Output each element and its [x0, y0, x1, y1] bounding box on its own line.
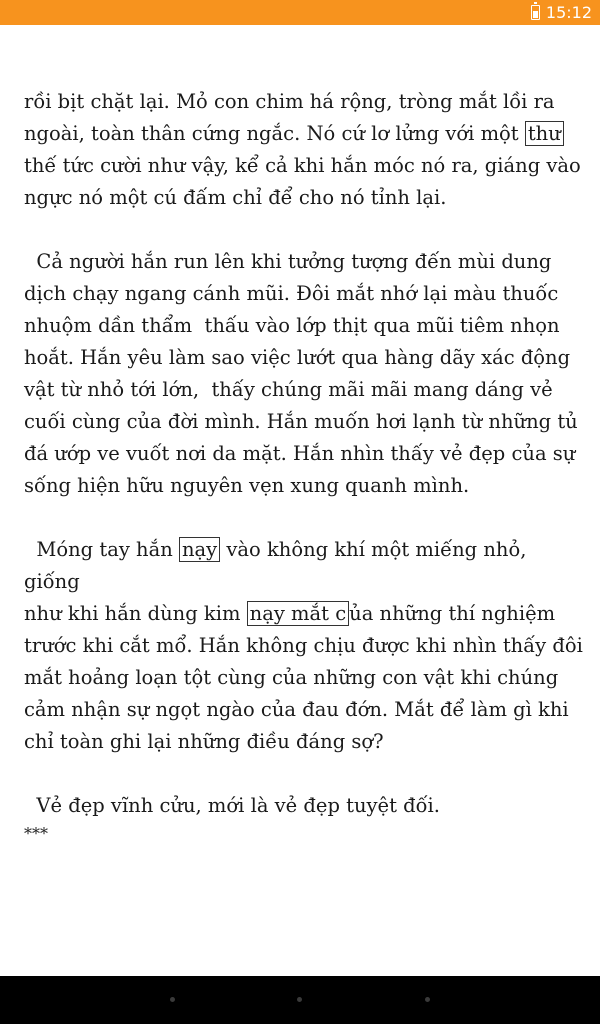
status-indicators	[531, 0, 592, 25]
back-icon[interactable]	[170, 997, 175, 1002]
paragraph	[24, 534, 584, 758]
status-bar	[0, 0, 600, 25]
text-line: Vẻ đẹp vĩnh cửu, mới là vẻ đẹp tuyệt đối.	[24, 794, 440, 817]
reader-content[interactable]	[24, 86, 584, 822]
text-line: Móng tay hắn nạy vào không khí một miếng nhỏ, giống	[24, 538, 533, 593]
text-line: trước khi cắt mổ. Hắn không chịu được khi nhìn thấy đôi	[24, 634, 583, 657]
text-line: cảm nhận sự ngọt ngào của đau đớn. Mắt để làm gì khi	[24, 698, 569, 721]
text-line: như khi hắn dùng kim nạy mắt c ủa những thí nghiệm	[24, 602, 556, 625]
paragraph-gap	[24, 502, 584, 534]
text-line: dịch chạy ngang cánh mũi. Đôi mắt nhớ lại màu thuốc	[24, 282, 559, 305]
text-line: vật từ nhỏ tới lớn, thấy chúng mãi mãi mang dáng vẻ	[24, 378, 553, 401]
status-clock: 15:12	[545, 2, 592, 22]
text-line: ngoài, toàn thân cứng ngắc. Nó cứ lơ lửng với một thư	[24, 118, 584, 150]
paragraph	[24, 790, 584, 822]
text-line: sống hiện hữu nguyên vẹn xung quanh mình.	[24, 474, 470, 497]
text-line: chỉ toàn ghi lại những điều đáng sợ?	[24, 730, 384, 753]
section-separator: ***	[24, 824, 48, 843]
paragraph-gap	[24, 758, 584, 790]
text-line: thế tức cười như vậy, kể cả khi hắn móc nó ra, giáng vào	[24, 154, 581, 177]
navigation-bar	[0, 976, 600, 1024]
paragraph	[24, 86, 584, 214]
recents-icon[interactable]	[425, 997, 430, 1002]
text-line: mắt hoảng loạn tột cùng của những con vật khi chúng	[24, 666, 559, 689]
text-highlight[interactable]: nạy	[179, 537, 220, 562]
text-line: hoắt. Hắn yêu làm sao việc lướt qua hàng dãy xác động	[24, 346, 571, 369]
text-highlight[interactable]: thư	[525, 121, 564, 146]
paragraph	[24, 246, 584, 502]
paragraph-gap	[24, 214, 584, 246]
battery-icon	[531, 5, 540, 20]
text-line: cuối cùng của đời mình. Hắn muốn hơi lạnh từ những tủ	[24, 410, 578, 433]
text-line: ngực nó một cú đấm chỉ để cho nó tỉnh lại.	[24, 186, 447, 209]
text-line: nhuộm dần thẩm thấu vào lớp thịt qua mũi tiêm nhọn	[24, 314, 560, 337]
text-highlight[interactable]: nạy mắt c	[247, 601, 349, 626]
home-icon[interactable]	[297, 997, 302, 1002]
text-line: đá ướp ve vuốt nơi da mặt. Hắn nhìn thấy vẻ đẹp của sự	[24, 442, 576, 465]
text-line: rồi bịt chặt lại. Mỏ con chim há rộng, tròng mắt lồi ra	[24, 90, 555, 113]
text-line: Cả người hắn run lên khi tưởng tượng đến mùi dung	[24, 250, 552, 273]
